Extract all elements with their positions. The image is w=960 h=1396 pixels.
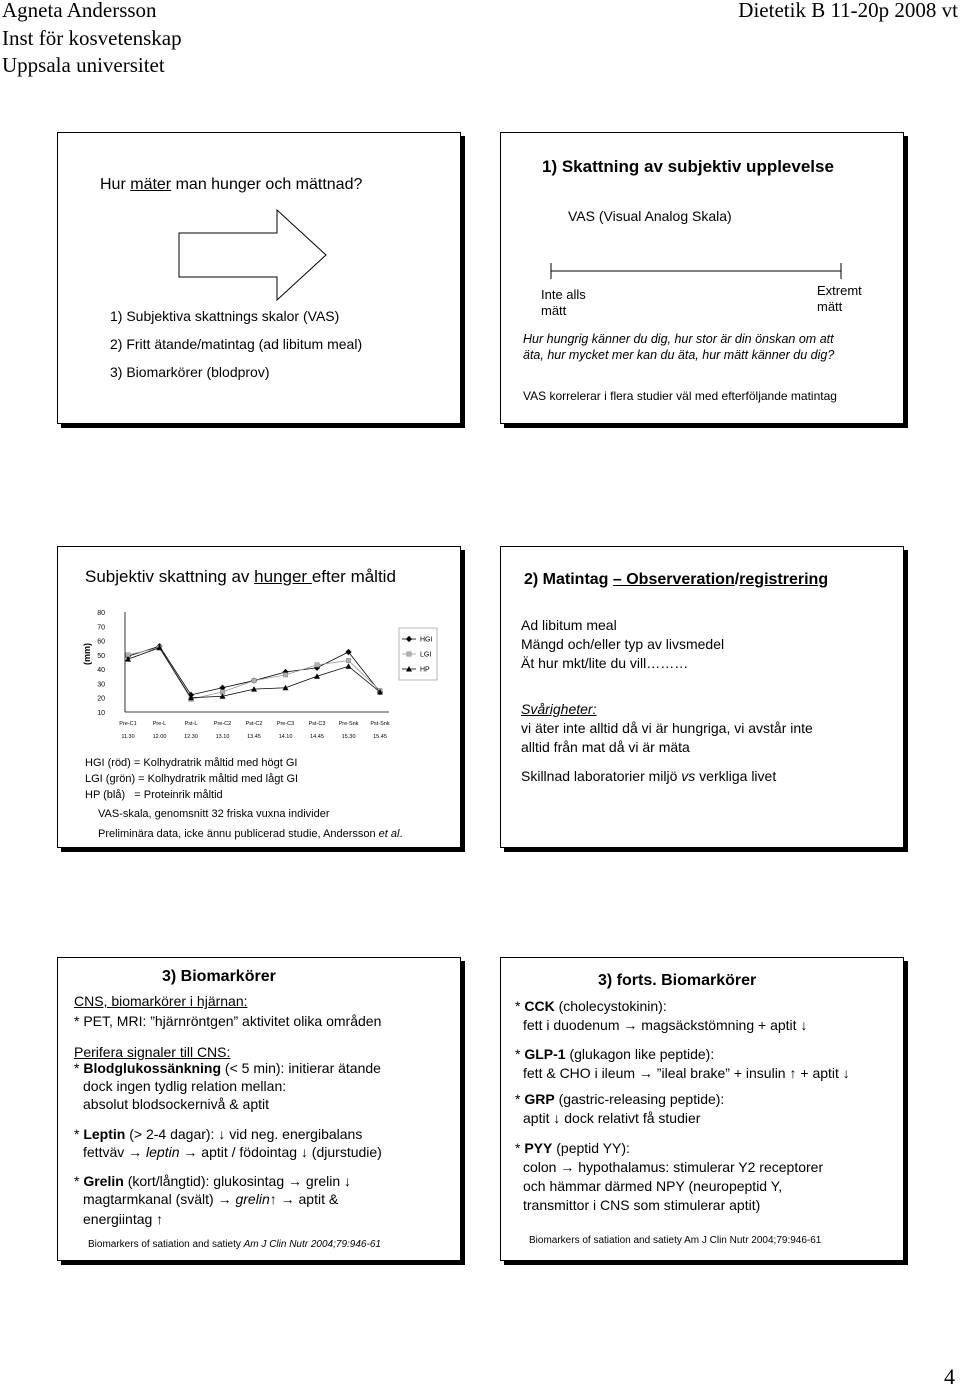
arrow-down-icon: ↓ — [553, 1110, 561, 1126]
legend-label-hp: HP — [420, 666, 430, 674]
header-author: Agneta Andersson — [2, 0, 157, 22]
arrow-up-icon: ↑ — [156, 1211, 164, 1227]
vas-sample-note: VAS-skala, genomsnitt 32 friska vuxna individer — [98, 808, 330, 820]
data-point-lgi — [346, 658, 350, 662]
slide-how-measure — [57, 132, 461, 424]
header-course: Dietetik B 11-20p 2008 vt — [738, 0, 958, 22]
blood-glucose-line-2: dock ingen tydlig relation mellan: — [83, 1078, 287, 1094]
hunger-line-chart — [58, 602, 458, 744]
difficulties-line-2: alltid från mat då vi är mäta — [521, 739, 690, 755]
vas-question-1: Hur hungrig känner du dig, hur stor är din önskan om att — [523, 332, 834, 346]
arrow-up-icon: ↑ — [789, 1065, 797, 1081]
legend-hgi: HGI (röd) = Kolhydratrik måltid med högt GI — [85, 757, 298, 769]
x-tick-label: Pre-C3 — [276, 721, 295, 727]
glp1-line-2: fett & CHO i ileum → ”ileal brake” + insulin ↑ + aptit ↓ — [523, 1065, 850, 1081]
vas-scale-line — [550, 261, 842, 281]
right-arrow-icon — [178, 209, 328, 301]
x-tick-label: Pst-C3 — [308, 721, 326, 727]
arrow-down-icon: ↓ — [800, 1017, 808, 1033]
arrow-down-icon: ↓ — [218, 1126, 226, 1142]
biomarkers-cont-reference: Biomarkers of satiation and satiety Am J Clin Nutr 2004;79:946-61 — [529, 1235, 822, 1246]
legend-marker-lgi — [407, 652, 411, 656]
arrow-right-icon: → — [183, 1144, 198, 1160]
blood-glucose-line: * Blodglukossänkning (< 5 min): initierar ätande — [74, 1060, 381, 1076]
pyy-line-4: transmittor i CNS som stimulerar aptit) — [523, 1197, 761, 1213]
pyy-line-2: colon → hypothalamus: stimulerar Y2 receptorer — [523, 1159, 824, 1175]
header-department: Inst för kosvetenskap — [2, 26, 182, 50]
slide4-title: 2) Matintag – Observeration/registrering — [524, 571, 829, 588]
vas-question-2: äta, hur mycket mer kan du äta, hur mätt känner du dig? — [523, 348, 835, 362]
x-time-label: 12.30 — [184, 734, 198, 740]
pyy-line-3: och hämmar därmed NPY (neuropeptid Y, — [523, 1178, 783, 1194]
x-tick-label: Pst-C2 — [245, 721, 263, 727]
arrow-up-icon: ↑ — [269, 1191, 277, 1207]
vas-correlation-note: VAS korrelerar i flera studier väl med efterföljande matintag — [523, 389, 837, 403]
slide6-title: 3) forts. Biomarkörer — [598, 972, 757, 989]
y-tick-label: 10 — [97, 710, 105, 717]
difficulties-label: Svårigheter: — [521, 701, 597, 717]
slide2-subtitle: VAS (Visual Analog Skala) — [568, 208, 732, 224]
slide2-title: 1) Skattning av subjektiv upplevelse — [542, 157, 834, 176]
arrow-down-icon: ↓ — [344, 1173, 352, 1189]
pet-mri-line: * PET, MRI: ”hjärnröntgen” aktivitet olika områden — [74, 1013, 382, 1029]
arrow-right-icon: → — [638, 1065, 653, 1081]
slide5-title: 3) Biomarkörer — [162, 968, 276, 985]
leptin-line-2: fettväv → leptin → aptit / födointag ↓ (djurstudie) — [83, 1144, 382, 1160]
vas-left-anchor-2: mätt — [541, 303, 567, 318]
x-tick-label: Pst-L — [184, 721, 198, 727]
arrow-right-icon: → — [288, 1173, 303, 1189]
y-tick-label: 80 — [97, 610, 105, 617]
data-point-lgi — [315, 663, 319, 667]
vas-right-anchor-1: Extremt — [817, 283, 862, 298]
difficulties-line-1: vi äter inte alltid då vi är hungriga, vi avstår inte — [521, 720, 813, 736]
page-number: 4 — [944, 1364, 955, 1389]
grp-line-2: aptit ↓ dock relativt få studier — [523, 1110, 701, 1126]
slide-intake — [500, 546, 904, 848]
preliminary-note: Preliminära data, icke ännu publicerad studie, Andersson et al. — [98, 828, 403, 840]
vas-left-anchor-1: Inte alls — [541, 287, 586, 302]
slide3-title: Subjektiv skattning av hunger efter måltid — [85, 567, 396, 586]
slide-hunger-chart — [57, 546, 461, 848]
slide1-title: Hur mäter man hunger och mättnad? — [100, 176, 363, 193]
arrow-right-icon: → — [217, 1191, 232, 1207]
grelin-line-2: magtarmkanal (svält) → grelin↑ → aptit & — [83, 1191, 339, 1207]
glp1-line: * GLP-1 (glukagon like peptide): — [515, 1046, 715, 1062]
arrow-right-icon: → — [623, 1017, 638, 1033]
x-time-label: 14.10 — [278, 734, 293, 740]
x-tick-label: Pre-C1 — [119, 721, 137, 727]
lab-vs-real-life: Skillnad laboratorier miljö vs verkliga livet — [521, 768, 777, 784]
x-time-label: 14.45 — [310, 734, 324, 740]
y-tick-label: 70 — [97, 624, 105, 632]
legend-label-hgi: HGI — [420, 636, 433, 644]
legend-hp: HP (blå) = Proteinrik måltid — [85, 789, 223, 801]
peripheral-heading: Perifera signaler till CNS: — [74, 1044, 231, 1060]
arrow-down-icon: ↓ — [300, 1144, 308, 1160]
slide1-item-3: 3) Biomarkörer (blodprov) — [110, 364, 270, 380]
slide-vas — [500, 132, 904, 424]
arrow-right-icon: → — [560, 1159, 575, 1175]
data-point-hp — [346, 663, 352, 669]
intake-line-2: Mängd och/eller typ av livsmedel — [521, 636, 725, 652]
y-tick-label: 50 — [97, 652, 105, 660]
arrow-down-icon: ↓ — [842, 1065, 850, 1081]
intake-line-3: Ät hur mkt/lite du vill……… — [521, 655, 689, 671]
vas-right-anchor-2: mätt — [817, 299, 843, 314]
legend-lgi: LGI (grön) = Kolhydratrik måltid med lågt GI — [85, 773, 299, 785]
arrow-right-icon: → — [280, 1191, 295, 1207]
y-tick-label: 40 — [97, 667, 105, 675]
data-point-lgi — [252, 678, 256, 682]
x-tick-label: Pre-L — [152, 721, 167, 727]
x-time-label: 12.00 — [152, 734, 167, 740]
x-tick-label: Pre-C2 — [213, 721, 232, 727]
cns-heading: CNS, biomarkörer i hjärnan: — [74, 993, 248, 1009]
y-tick-label: 60 — [97, 638, 105, 646]
x-tick-label: Pre-Snk — [338, 721, 359, 727]
header-university: Uppsala universitet — [2, 53, 165, 77]
leptin-line: * Leptin (> 2-4 dagar): ↓ vid neg. energibalans — [74, 1126, 363, 1142]
intake-line-1: Ad libitum meal — [521, 617, 617, 633]
x-time-label: 13.10 — [215, 734, 230, 740]
data-point-lgi — [283, 673, 287, 677]
legend-label-lgi: LGI — [420, 651, 432, 659]
grelin-line: * Grelin (kort/långtid): glukosintag → grelin ↓ — [74, 1173, 352, 1189]
slide1-item-2: 2) Fritt ätande/matintag (ad libitum meal) — [110, 336, 363, 352]
y-tick-label: 20 — [97, 695, 105, 703]
y-tick-label: 30 — [97, 681, 105, 689]
x-time-label: 15.30 — [341, 734, 356, 740]
pyy-line: * PYY (peptid YY): — [515, 1140, 630, 1156]
x-time-label: 11.30 — [121, 734, 135, 740]
cck-line-2: fett i duodenum → magsäckstömning + aptit ↓ — [523, 1017, 808, 1033]
grp-line: * GRP (gastric-releasing peptide): — [515, 1091, 725, 1107]
blood-glucose-line-3: absolut blodsockernivå & aptit — [83, 1096, 269, 1112]
x-time-label: 15.45 — [373, 734, 387, 740]
x-tick-label: Pst-Snk — [370, 721, 390, 727]
slide-biomarkers — [57, 957, 461, 1261]
cck-line: * CCK (cholecystokinin): — [515, 998, 667, 1014]
biomarkers-reference: Biomarkers of satiation and satiety Am J Clin Nutr 2004;79:946-61 — [88, 1239, 381, 1250]
x-time-label: 13.45 — [247, 734, 261, 740]
slide-biomarkers-cont — [500, 957, 904, 1261]
arrow-right-icon: → — [128, 1144, 143, 1160]
slide1-item-1: 1) Subjektiva skattnings skalor (VAS) — [110, 308, 340, 324]
y-axis-label: (mm) — [82, 643, 92, 665]
grelin-line-3: energiintag ↑ — [83, 1211, 164, 1227]
